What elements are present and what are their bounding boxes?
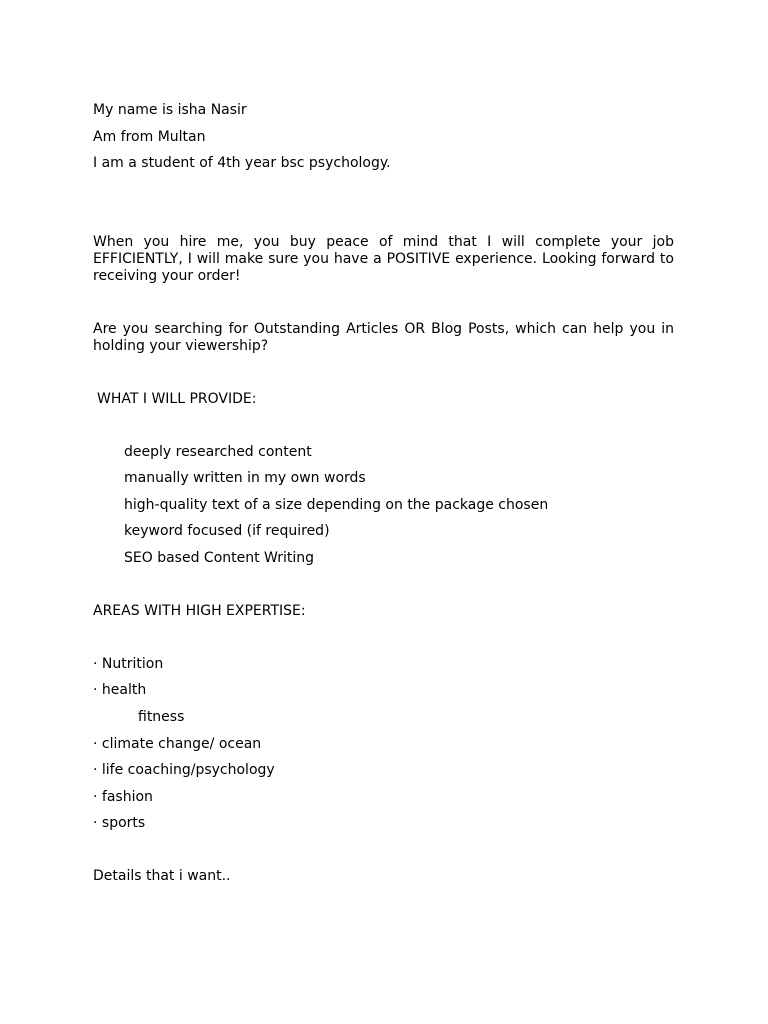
hire-paragraph: When you hire me, you buy peace of mind that I will complete your job EFFICIENTLY, I will make sure you have a POSITIVE experience. Looking forward to receiving your order!: [93, 234, 674, 284]
provide-item: high-quality text of a size depending on the package chosen: [124, 497, 549, 513]
expertise-item: · sports: [93, 815, 146, 831]
intro-student-line: I am a student of 4th year bsc psychology.: [93, 155, 391, 171]
intro-from-line: Am from Multan: [93, 129, 206, 145]
expertise-item: fitness: [138, 709, 185, 725]
closing-line: Details that i want..: [93, 868, 231, 884]
provide-heading: WHAT I WILL PROVIDE:: [97, 391, 257, 407]
expertise-item: · health: [93, 682, 147, 698]
provide-item: manually written in my own words: [124, 470, 366, 486]
expertise-item: · fashion: [93, 789, 153, 805]
expertise-item: · life coaching/psychology: [93, 762, 275, 778]
provide-item: SEO based Content Writing: [124, 550, 315, 566]
searching-paragraph: Are you searching for Outstanding Articles OR Blog Posts, which can help you in holding your viewership?: [93, 321, 674, 354]
expertise-heading: AREAS WITH HIGH EXPERTISE:: [93, 603, 306, 619]
provide-item: keyword focused (if required): [124, 523, 330, 539]
provide-item: deeply researched content: [124, 444, 312, 460]
intro-name-line: My name is isha Nasir: [93, 102, 247, 118]
expertise-item: · climate change/ ocean: [93, 736, 262, 752]
expertise-item: · Nutrition: [93, 656, 164, 672]
